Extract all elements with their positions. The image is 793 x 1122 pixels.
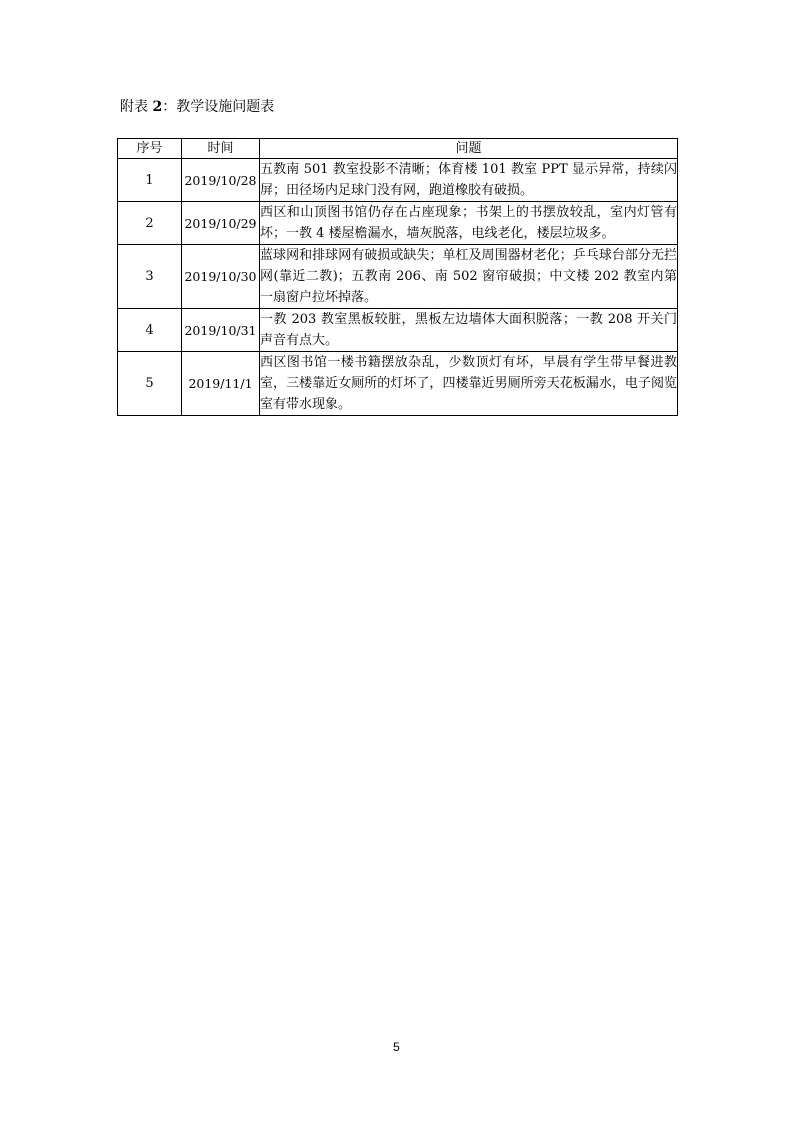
caption-prefix: 附表 <box>120 99 148 115</box>
facility-issues-table <box>117 138 678 416</box>
row-issue: 西区图书馆一楼书籍摆放杂乱，少数顶灯有坏，早晨有学生带早餐进教室，三楼靠近女厕所的灯坏了，四楼靠近男厕所旁天花板漏水，电子阅览室有带水现象。 <box>260 352 678 416</box>
row-date: 2019/10/29 <box>182 202 260 245</box>
row-issue: 五教南 501 教室投影不清晰；体育楼 101 教室 PPT 显示异常，持续闪屏；田径场内足球门没有网，跑道橡胶有破损。 <box>260 159 678 202</box>
row-date: 2019/10/28 <box>182 159 260 202</box>
row-issue: 西区和山顶图书馆仍存在占座现象；书架上的书摆放较乱，室内灯管有坏；一教 4 楼屋檐漏水，墙灰脱落，电线老化，楼层垃圾多。 <box>260 202 678 245</box>
row-date: 2019/10/31 <box>182 309 260 352</box>
table-header-row <box>118 139 678 159</box>
row-index: 4 <box>118 309 182 352</box>
row-index: 2 <box>118 202 182 245</box>
header-issue: 问题 <box>260 139 678 159</box>
table-row <box>118 202 678 245</box>
caption-title: ：教学设施问题表 <box>162 99 275 115</box>
row-index: 5 <box>118 352 182 416</box>
header-index: 序号 <box>118 139 182 159</box>
header-date: 时间 <box>182 139 260 159</box>
table-row <box>118 159 678 202</box>
row-date: 2019/10/30 <box>182 245 260 309</box>
row-date: 2019/11/1 <box>182 352 260 416</box>
row-index: 3 <box>118 245 182 309</box>
table-caption <box>120 98 274 116</box>
row-index: 1 <box>118 159 182 202</box>
row-issue: 一教 203 教室黑板较脏，黑板左边墙体大面积脱落；一教 208 开关门声音有点大。 <box>260 309 678 352</box>
page-number: 5 <box>393 1040 400 1054</box>
table-row <box>118 309 678 352</box>
table-row <box>118 352 678 416</box>
row-issue: 蓝球网和排球网有破损或缺失；单杠及周围器材老化；乒乓球台部分无拦网(靠近二教)；五教南 206、南 502 窗帘破损；中文楼 202 教室内第一扇窗户拉坏掉落。 <box>260 245 678 309</box>
table-row <box>118 245 678 309</box>
caption-number: 2 <box>152 99 163 115</box>
